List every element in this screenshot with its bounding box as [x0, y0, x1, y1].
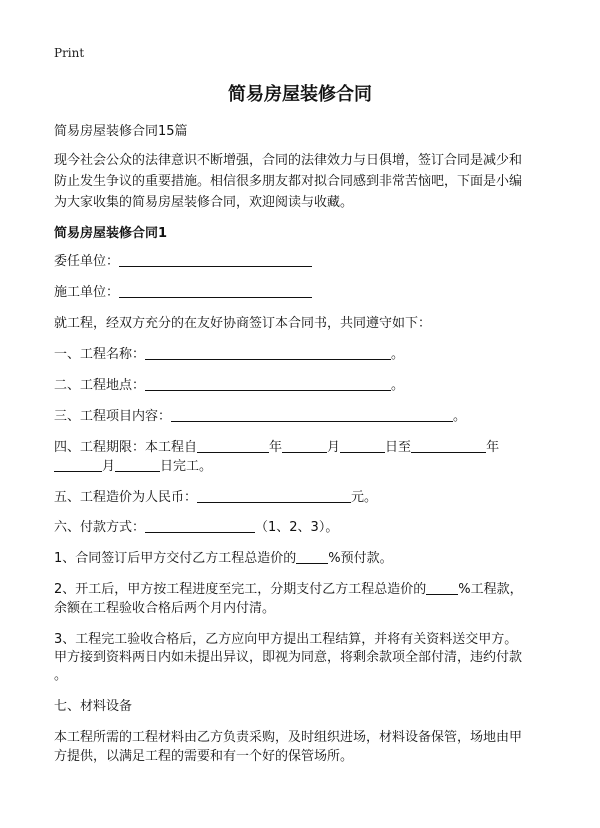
prepayment-percent-blank[interactable] — [296, 549, 328, 564]
start-month-label: 月 — [327, 440, 341, 455]
day-to-label: 日至 — [385, 440, 412, 455]
payment-method-blank[interactable] — [145, 518, 255, 533]
intro-line-2: 防止发生争议的重要措施。相信很多朋友都对拟合同感到非常苦恼吧，下面是小编 — [54, 174, 523, 189]
page-title: 简易房屋装修合同 — [228, 84, 372, 105]
contractor-blank[interactable] — [119, 283, 312, 298]
start-year-label: 年 — [269, 440, 283, 455]
item-project-content — [54, 406, 466, 427]
item-project-name-period: 。 — [391, 347, 405, 362]
client-row — [54, 251, 312, 272]
intro-line-3: 为大家收集的简易房屋装修合同，欢迎阅读与收藏。 — [54, 195, 354, 210]
section-heading: 简易房屋装修合同1 — [54, 226, 168, 241]
payment-clause-3-line-1: 3、工程完工验收合格后，乙方应向甲方提出工程结算，并将有关资料送交甲方。 — [54, 632, 518, 647]
item-period-line-1 — [54, 437, 499, 458]
payment-clause-1 — [54, 548, 393, 569]
materials-line-2: 方提供，以满足工程的需要和有一个好的保管场所。 — [54, 749, 354, 764]
intro-line-1: 现今社会公众的法律意识不断增强，合同的法律效力与日俱增，签订合同是减少和 — [54, 153, 523, 168]
project-location-blank[interactable] — [145, 376, 391, 391]
print-link[interactable]: Print — [54, 46, 85, 60]
payment-clause-2-suffix: %工程款， — [458, 582, 523, 597]
end-month-label: 月 — [102, 459, 116, 474]
payment-clause-3-line-2: 甲方接到资料两日内如未提出异议，即视为同意，将剩余款项全部付清，违约付款 — [54, 650, 523, 665]
end-month-blank[interactable] — [54, 457, 102, 472]
price-unit: 元。 — [351, 490, 378, 505]
end-year-label: 年 — [486, 440, 500, 455]
start-year-blank[interactable] — [197, 438, 269, 453]
client-blank[interactable] — [119, 252, 312, 267]
item-period-line-2 — [54, 456, 212, 477]
materials-heading: 七、材料设备 — [54, 699, 133, 714]
payment-clause-1-suffix: %预付款。 — [328, 551, 393, 566]
payment-clause-2-prefix: 2、开工后，甲方按工程进度至完工，分期支付乙方工程总造价的 — [54, 582, 427, 597]
payment-clause-2-line-2: 余额在工程验收合格后两个月内付清。 — [54, 601, 276, 616]
end-day-blank[interactable] — [115, 457, 160, 472]
price-blank[interactable] — [197, 488, 351, 503]
item-project-name — [54, 344, 404, 365]
payment-clause-1-prefix: 1、合同签订后甲方交付乙方工程总造价的 — [54, 551, 297, 566]
start-month-blank[interactable] — [282, 438, 327, 453]
item-project-content-label: 三、工程项目内容： — [54, 409, 172, 424]
day-finish-label: 日完工。 — [160, 459, 213, 474]
item-project-name-label: 一、工程名称： — [54, 347, 146, 362]
item-payment-method-label: 六、付款方式： — [54, 520, 146, 535]
payment-clause-3-line-3: 。 — [54, 668, 68, 683]
end-year-blank[interactable] — [411, 438, 486, 453]
item-project-location-period: 。 — [391, 378, 405, 393]
preamble: 就工程，经双方充分的在友好协商签订本合同书，共同遵守如下： — [54, 316, 432, 331]
item-period-prefix: 四、工程期限：本工程自 — [54, 440, 198, 455]
project-name-blank[interactable] — [145, 345, 391, 360]
materials-line-1: 本工程所需的工程材料由乙方负责采购，及时组织进场，材料设备保管，场地由甲 — [54, 730, 523, 745]
item-payment-method-suffix: （1、2、3）。 — [255, 520, 339, 535]
item-price — [54, 487, 377, 508]
item-project-location — [54, 375, 404, 396]
item-project-content-period: 。 — [453, 409, 467, 424]
project-content-blank[interactable] — [171, 407, 453, 422]
item-price-label: 五、工程造价为人民币： — [54, 490, 198, 505]
contractor-row — [54, 282, 312, 303]
payment-clause-2 — [54, 579, 523, 600]
contractor-label: 施工单位： — [54, 285, 120, 300]
subtitle: 简易房屋装修合同15篇 — [54, 124, 188, 139]
start-day-blank[interactable] — [340, 438, 385, 453]
item-payment-method — [54, 517, 338, 538]
client-label: 委任单位： — [54, 254, 120, 269]
progress-percent-blank[interactable] — [426, 580, 458, 595]
item-project-location-label: 二、工程地点： — [54, 378, 146, 393]
